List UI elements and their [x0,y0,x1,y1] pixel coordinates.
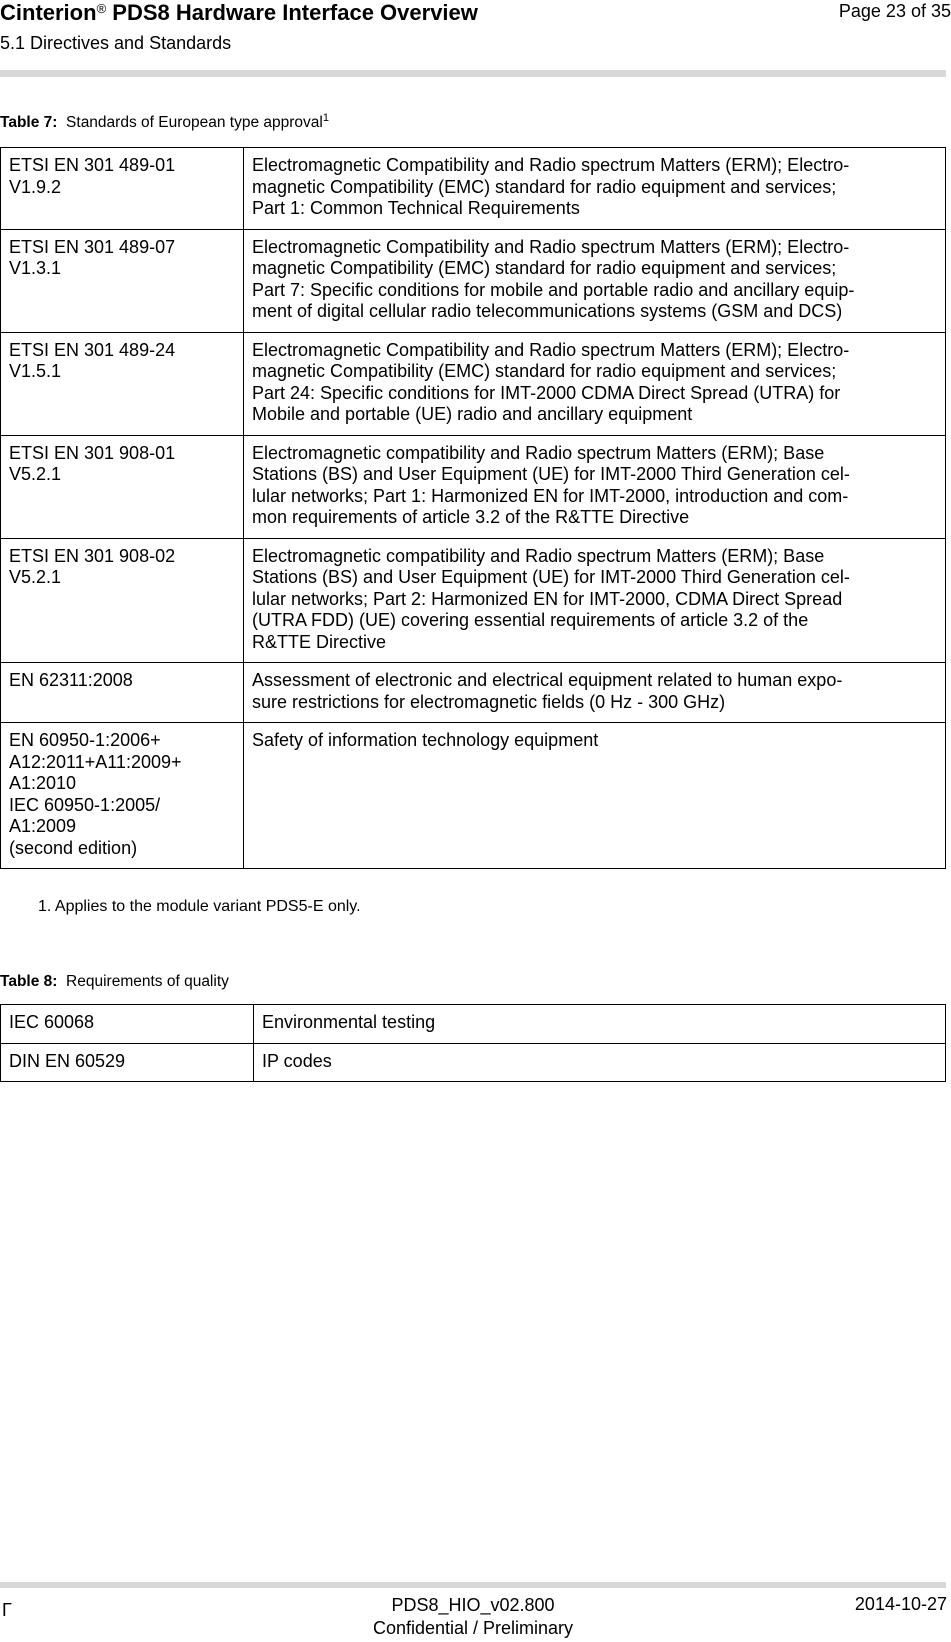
registered-mark: ® [96,1,107,16]
brand-name: Cinterion [0,0,97,25]
table8-label: Table 8: [0,973,58,990]
standard-cell: ETSI EN 301 489-07 V1.3.1 [1,229,244,332]
standard-cell: ETSI EN 301 908-01 V5.2.1 [1,435,244,538]
table7-label: Table 7: [0,114,58,132]
description-cell: Electromagnetic Compatibility and Radio spectrum Matters (ERM); Electro- magnetic Compatibility (EMC) standard for radio equipment and services; Part 24: Specific conditions for IMT-2000 CDMA Direct Spread (UTRA) for Mobile and portable (UE) radio and ancillary equipment [244,332,946,435]
table8 [0,1004,946,1082]
description-cell: Safety of information technology equipment [244,723,946,869]
standard-cell: ETSI EN 301 489-24 V1.5.1 [1,332,244,435]
table-row [1,538,946,663]
table7-footnote: 1. Applies to the module variant PDS5-E only. [38,898,361,915]
table8-caption [0,973,229,991]
standard-cell: ETSI EN 301 908-02 V5.2.1 [1,538,244,663]
description-cell: IP codes [254,1043,946,1082]
description-cell: Electromagnetic compatibility and Radio spectrum Matters (ERM); Base Stations (BS) and User Equipment (UE) for IMT-2000 Third Generation cel- lular networks; Part 2: Harmonized EN for IMT-2000, CDMA Direct Spread (UTRA FDD) (UE) covering essential requirements of article 3.2 of the R&TTE Directive [244,538,946,663]
table-row [1,435,946,538]
description-cell: Electromagnetic Compatibility and Radio spectrum Matters (ERM); Electro- magnetic Compatibility (EMC) standard for radio equipment and services; Part 7: Specific conditions for mobile and portable radio and ancillary equip- ment of digital cellular radio telecommunications systems (GSM and DCS) [244,229,946,332]
table7-caption [0,112,329,132]
document-title [0,0,478,26]
standard-cell: EN 60950-1:2006+ A12:2011+A11:2009+ A1:2010 IEC 60950-1:2005/ A1:2009 (second edition) [1,723,244,869]
description-cell: Electromagnetic Compatibility and Radio spectrum Matters (ERM); Electro- magnetic Compatibility (EMC) standard for radio equipment and services; Part 1: Common Technical Requirements [244,148,946,230]
table-row [1,723,946,869]
table-row [1,332,946,435]
footer-mark: Γ [2,1600,12,1620]
table-row [1,148,946,230]
table7-title: Standards of European type approval [66,114,323,132]
table-row [1,663,946,723]
section-heading: 5.1 Directives and Standards [0,33,232,53]
footnote-ref: 1 [322,112,329,124]
table-row [1,1005,946,1044]
description-cell: Environmental testing [254,1005,946,1044]
standard-cell: ETSI EN 301 489-01 V1.9.2 [1,148,244,230]
table8-title: Requirements of quality [66,973,229,990]
doc-date: 2014-10-27 [854,1594,947,1614]
confidentiality-note: Confidential / Preliminary [372,1618,574,1638]
page-number: Page 23 of 35 [838,1,951,21]
doc-id: PDS8_HIO_v02.800 [391,1595,555,1615]
standard-cell: EN 62311:2008 [1,663,244,723]
description-cell: Assessment of electronic and electrical equipment related to human expo- sure restrictions for electromagnetic fields (0 Hz - 300 GHz) [244,663,946,723]
footer-divider [0,1582,946,1588]
description-cell: Electromagnetic compatibility and Radio spectrum Matters (ERM); Base Stations (BS) and User Equipment (UE) for IMT-2000 Third Generation cel- lular networks; Part 1: Harmonized EN for IMT-2000, introduction and com- mon requirements of article 3.2 of the R&TTE Directive [244,435,946,538]
table-row [1,229,946,332]
table7 [0,147,946,869]
title-text: PDS8 Hardware Interface Overview [106,0,478,25]
standard-cell: IEC 60068 [1,1005,254,1044]
header-divider [0,70,946,77]
footer-center [300,1594,646,1640]
standard-cell: DIN EN 60529 [1,1043,254,1082]
table-row [1,1043,946,1082]
